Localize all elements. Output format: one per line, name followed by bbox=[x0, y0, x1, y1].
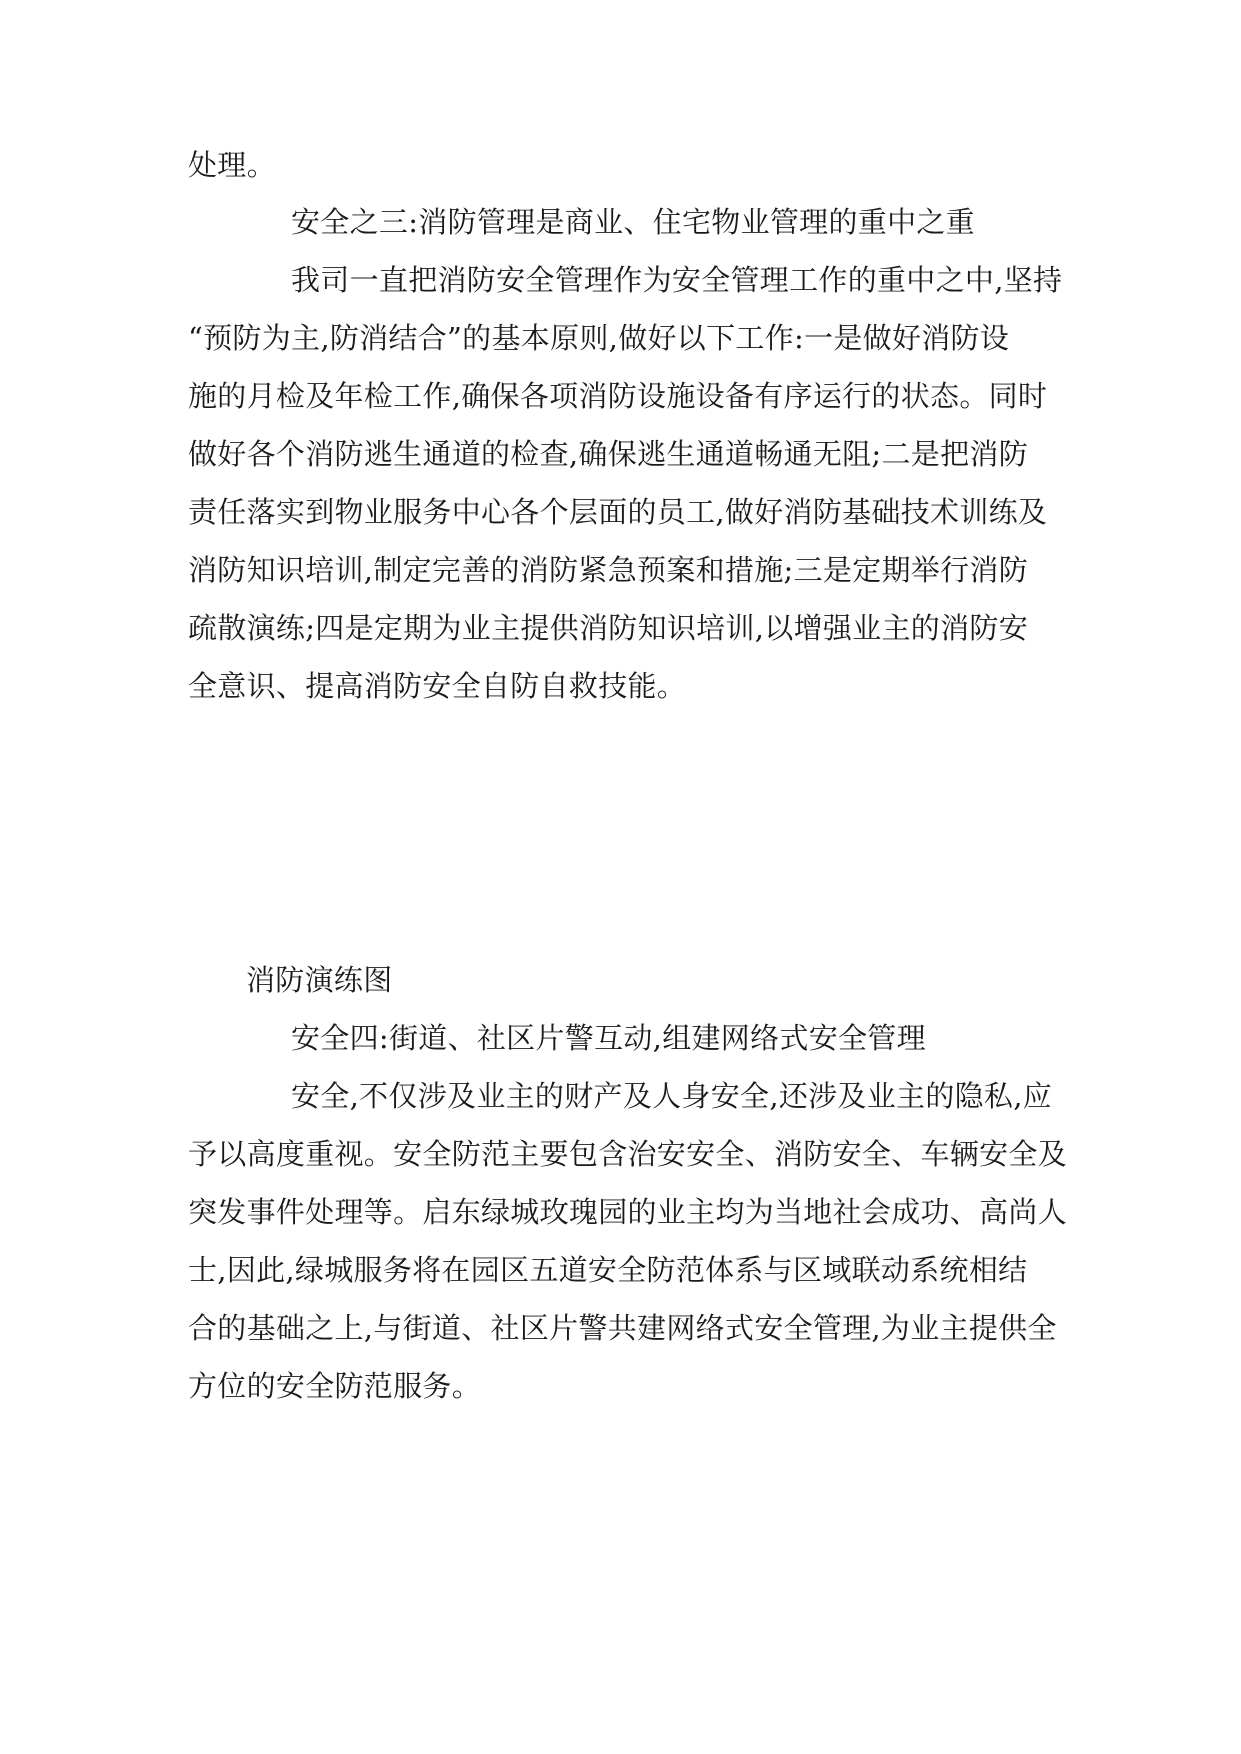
figure-caption: 消防演练图 bbox=[246, 963, 393, 997]
paragraph-line: 疏散演练;四是定期为业主提供消防知识培训,以增强业主的消防安 bbox=[188, 611, 1028, 645]
paragraph-line: 责任落实到物业服务中心各个层面的员工,做好消防基础技术训练及 bbox=[188, 495, 1048, 529]
section-heading: 安全四:街道、社区片警互动,组建网络式安全管理 bbox=[291, 1021, 926, 1055]
paragraph-line: 施的月检及年检工作,确保各项消防设施设备有序运行的状态。同时 bbox=[188, 379, 1048, 413]
paragraph-line: “预防为主,防消结合”的基本原则,做好以下工作:一是做好消防设 bbox=[188, 321, 1010, 355]
paragraph-line: 我司一直把消防安全管理作为安全管理工作的重中之中,坚持 bbox=[291, 263, 1063, 297]
paragraph-line: 合的基础之上,与街道、社区片警共建网络式安全管理,为业主提供全 bbox=[188, 1311, 1057, 1345]
paragraph-line: 消防知识培训,制定完善的消防紧急预案和措施;三是定期举行消防 bbox=[188, 553, 1028, 587]
paragraph-line: 全意识、提高消防安全自防自救技能。 bbox=[188, 669, 687, 703]
paragraph-line: 士,因此,绿城服务将在园区五道安全防范体系与区域联动系统相结 bbox=[188, 1253, 1028, 1287]
section-heading: 安全之三:消防管理是商业、住宅物业管理的重中之重 bbox=[291, 205, 975, 239]
paragraph-line: 做好各个消防逃生通道的检查,确保逃生通道畅通无阻;二是把消防 bbox=[188, 437, 1028, 471]
paragraph-line: 方位的安全防范服务。 bbox=[188, 1369, 482, 1403]
paragraph-line: 予以高度重视。安全防范主要包含治安安全、消防安全、车辆安全及 bbox=[188, 1137, 1068, 1171]
paragraph-line: 安全,不仅涉及业主的财产及人身安全,还涉及业主的隐私,应 bbox=[291, 1079, 1053, 1113]
paragraph-continuation: 处理。 bbox=[188, 148, 276, 182]
paragraph-line: 突发事件处理等。启东绿城玫瑰园的业主均为当地社会成功、高尚人 bbox=[188, 1195, 1068, 1229]
